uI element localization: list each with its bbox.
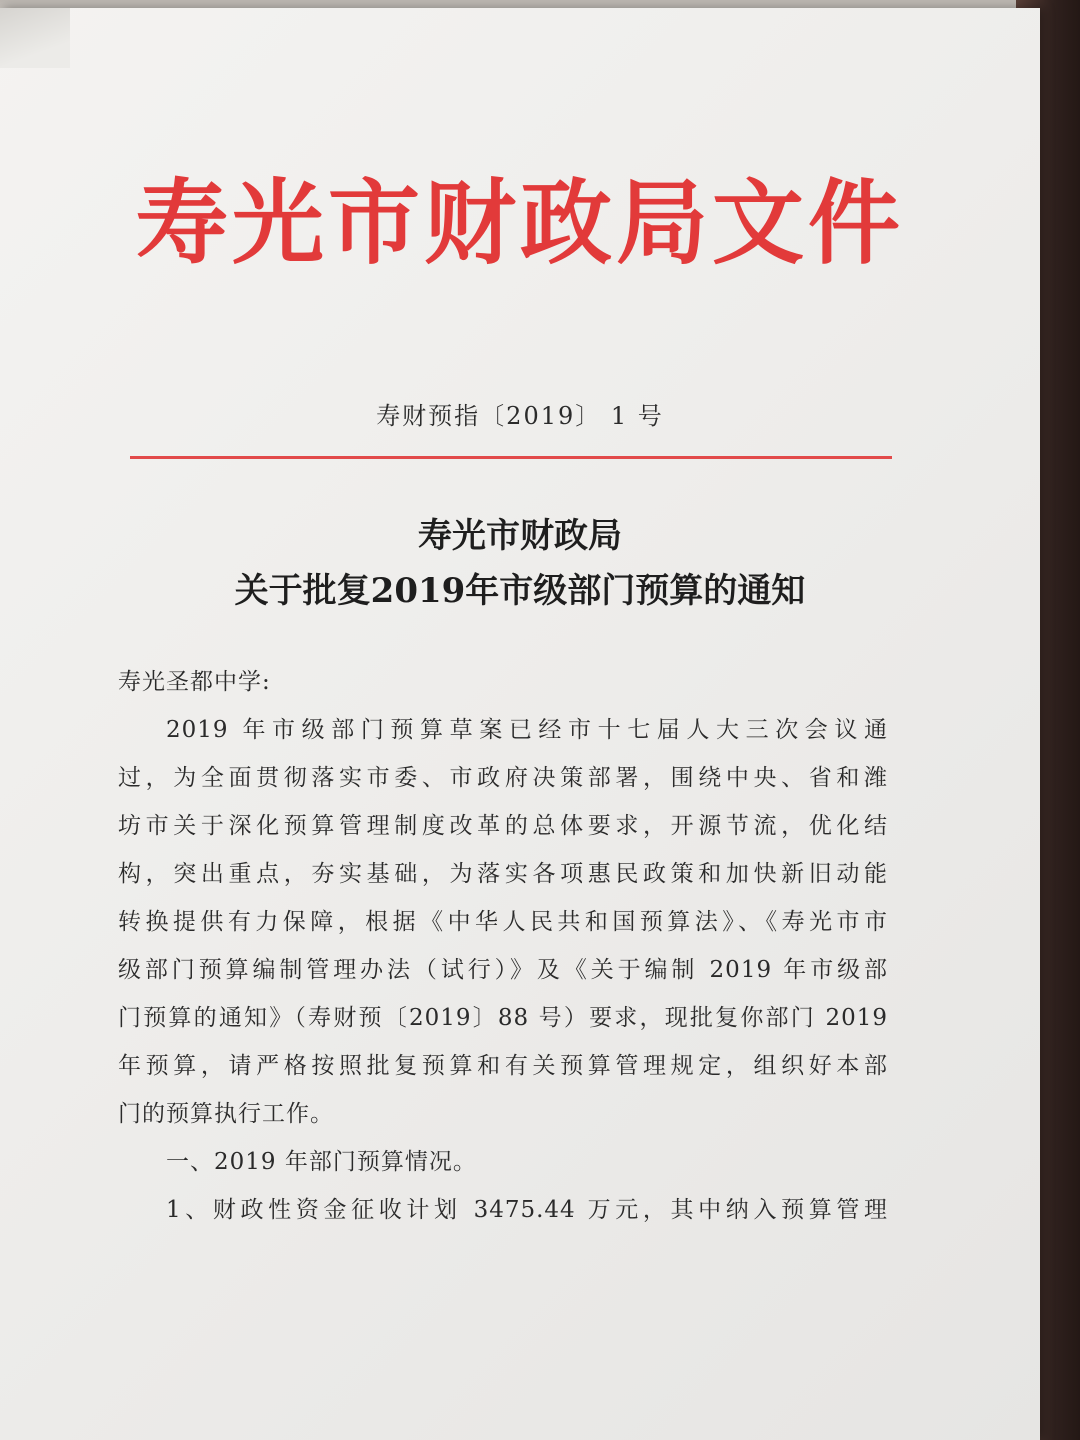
recipient: 寿光圣都中学:	[118, 669, 271, 695]
notice-body	[118, 658, 888, 1234]
body-line: 转换提供有力保障，根据《中华人民共和国预算法》、《寿光市市	[118, 909, 888, 935]
notice-title-line2: 关于批复2019年市级部门预算的通知	[234, 571, 806, 611]
body-line: 门的预算执行工作。	[118, 1101, 334, 1127]
body-line: 构，突出重点，夯实基础，为落实各项惠民政策和加快新旧动能	[118, 861, 888, 887]
document-number: 寿财预指〔2019〕 1 号	[376, 402, 664, 430]
body-line: 年预算，请严格按照批复预算和有关预算管理规定，组织好本部	[118, 1053, 888, 1079]
body-line: 门预算的通知》（寿财预〔2019〕88 号）要求，现批复你部门 2019	[118, 1005, 888, 1031]
body-line: 级部门预算编制管理办法（试行）》及《关于编制 2019 年市级部	[118, 957, 888, 983]
notice-title-line1: 寿光市财政局	[418, 516, 622, 556]
body-line: 过，为全面贯彻落实市委、市政府决策部署，围绕中央、省和潍	[118, 765, 888, 791]
body-line: 坊市关于深化预算管理制度改革的总体要求，开源节流，优化结	[118, 813, 888, 839]
body-line: 1、财政性资金征收计划 3475.44 万元，其中纳入预算管理	[166, 1197, 888, 1223]
red-divider	[130, 456, 892, 459]
section-heading: 一、2019 年部门预算情况。	[166, 1149, 477, 1175]
body-line: 2019 年市级部门预算草案已经市十七届人大三次会议通	[166, 717, 888, 743]
document-header: 寿光市财政局文件	[135, 169, 904, 277]
paper-fold	[0, 8, 70, 68]
